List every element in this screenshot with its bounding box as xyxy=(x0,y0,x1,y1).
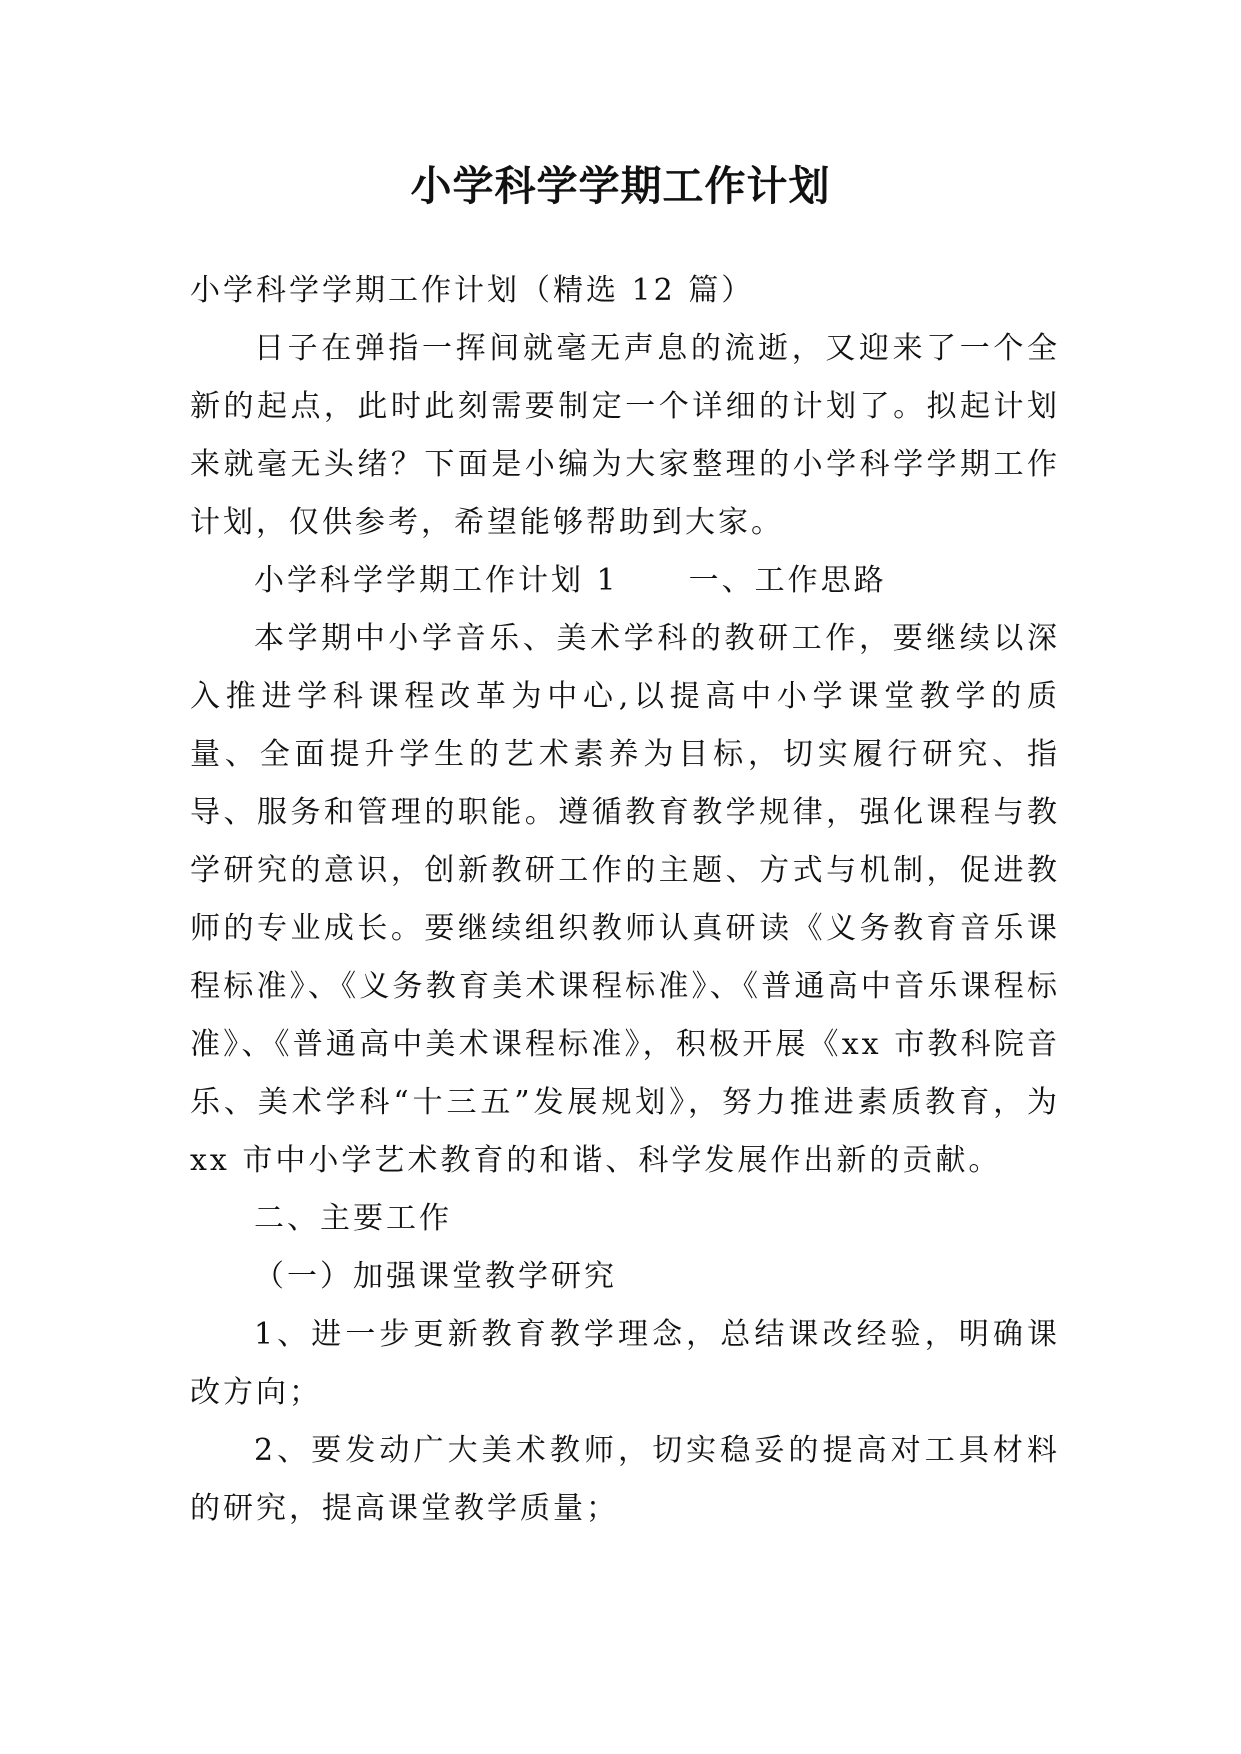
section1-heading: 小学科学学期工作计划 1 xyxy=(254,563,619,598)
main-work-heading: 二、主要工作 xyxy=(254,1201,452,1236)
subheading-classroom-research: （一）加强课堂教学研究 xyxy=(254,1259,617,1294)
section1-body-paragraph: 本学期中小学音乐、美术学科的教研工作，要继续以深入推进学科课程改革为中心,以提高中小学课堂教学的质量、全面提升学生的艺术素养为目标，切实履行研究、指导、服务和管理的职能。遵循教育教学规律，强化课程与教学研究的意识，创新教研工作的主题、方式与机制，促进教师的专业成长。要继续组织教师认真研读《义务教育音乐课程标准》、《义务教育美术课程标准》、《普通高中音乐课程标准》、《普通高中美术课程标准》，积极开展《xx 市教科院音乐、美术学科“十三五”发展规划》，努力推进素质教育，为 xx 市中小学艺术教育的和谐、科学发展作出新的贡献。 xyxy=(190,621,1060,1178)
list-item: 1、进一步更新教育教学理念，总结课改经验，明确课改方向； xyxy=(190,1317,1060,1410)
section1-heading-line xyxy=(190,552,1060,610)
intro-paragraph: 日子在弹指一挥间就毫无声息的流逝，又迎来了一个全新的起点，此时此刻需要制定一个详细的计划了。拟起计划来就毫无头绪？下面是小编为大家整理的小学科学学期工作计划，仅供参考，希望能够帮助到大家。 xyxy=(190,331,1060,540)
document-title: 小学科学学期工作计划 xyxy=(410,162,831,210)
list-item: 2、要发动广大美术教师，切实稳妥的提高对工具材料的研究，提高课堂教学质量； xyxy=(190,1433,1060,1526)
section1-subheading: 一、工作思路 xyxy=(688,563,887,598)
document-body xyxy=(190,262,1060,1538)
document-subtitle: 小学科学学期工作计划（精选 12 篇） xyxy=(190,273,755,308)
